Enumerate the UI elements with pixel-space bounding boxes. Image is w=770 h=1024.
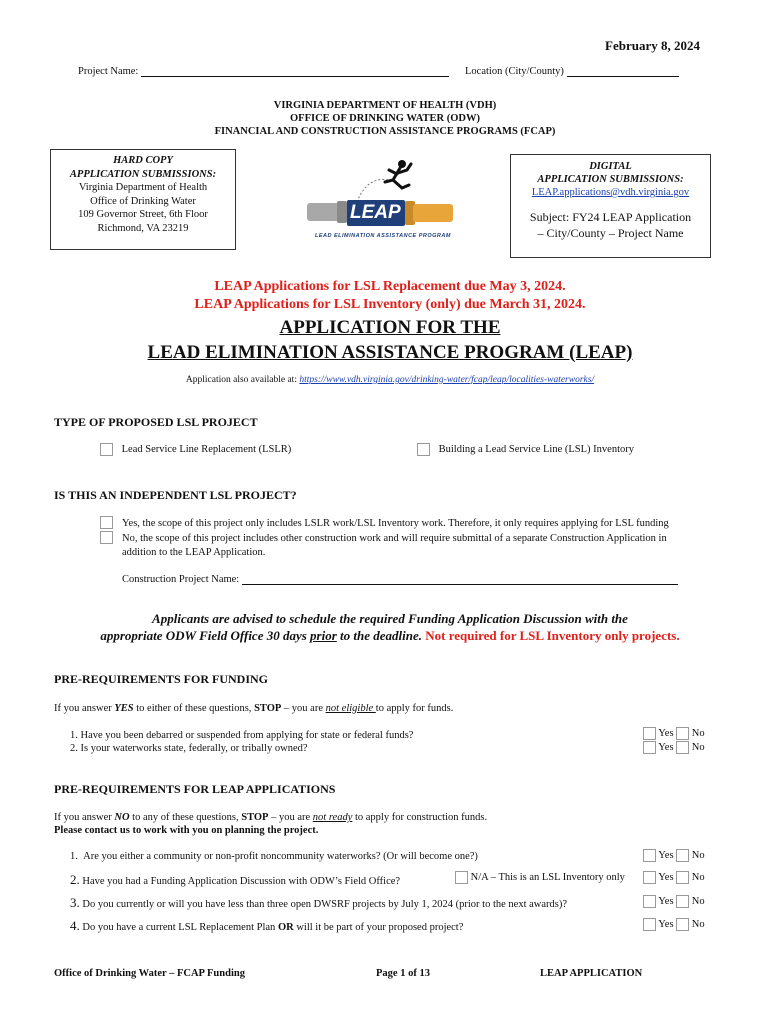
- hardcopy-subtitle: APPLICATION SUBMISSIONS:: [69, 168, 217, 180]
- leap-q4-answers: Yes No: [643, 918, 705, 931]
- leap-question-3: 3. Do you currently or will you have less than three open DWSRF projects by July 1, 2024 (prior to the next awards)?: [70, 895, 568, 910]
- independent-options: [122, 517, 722, 561]
- independent-no-label-2: addition to the LEAP Application.: [122, 547, 266, 558]
- construction-project-label: Construction Project Name:: [122, 574, 240, 585]
- hardcopy-address-3: 109 Governor Street, 6th Floor: [78, 209, 208, 220]
- funding-question-2: 2. Is your waterworks state, federally, or tribally owned?: [70, 743, 308, 754]
- leap-q2-na: N/A – This is an LSL Inventory only: [455, 871, 625, 884]
- independent-heading: IS THIS AN INDEPENDENT LSL PROJECT?: [54, 488, 297, 502]
- funding-question-1: 1. Have you been debarred or suspended from applying for state or federal funds?: [70, 730, 414, 741]
- type-option-inventory: [417, 443, 634, 456]
- leap-logo-subtitle: LEAD ELIMINATION ASSISTANCE PROGRAM: [315, 233, 451, 239]
- funding-q2-yes-checkbox[interactable]: [643, 741, 656, 754]
- independent-no-checkbox-wrap: [100, 531, 113, 544]
- leap-question-4: 4. Do you have a current LSL Replacement Plan OR will it be part of your proposed project?: [70, 918, 464, 933]
- prereq-funding-intro: If you answer YES to either of these questions, STOP – you are not eligible to apply for funds.: [54, 703, 454, 714]
- funding-q1-answers: Yes No: [643, 727, 705, 740]
- title-line-2: LEAD ELIMINATION ASSISTANCE PROGRAM (LEAP): [147, 342, 633, 363]
- leap-logo-text: LEAP: [350, 202, 401, 223]
- digital-subject-2: – City/County – Project Name: [537, 226, 684, 240]
- funding-q1-yes-checkbox[interactable]: [643, 727, 656, 740]
- hardcopy-address-1: Virginia Department of Health: [78, 182, 208, 193]
- construction-project-row: [122, 574, 678, 585]
- advice-prior: prior: [310, 628, 337, 643]
- leap-q2-answers: Yes No: [643, 871, 705, 884]
- footer-right: LEAP APPLICATION: [540, 968, 643, 979]
- availability-line: [0, 375, 770, 385]
- digital-title: DIGITAL: [589, 161, 632, 172]
- leap-q2-yes-checkbox[interactable]: [643, 871, 656, 884]
- location-label: Location (City/County): [465, 66, 564, 77]
- leap-q3-answers: Yes No: [643, 895, 705, 908]
- location-row: [465, 66, 679, 77]
- footer-page-number: Page 1 of 13: [376, 968, 430, 979]
- footer-left: Office of Drinking Water – FCAP Funding: [54, 968, 245, 979]
- digital-subtitle: APPLICATION SUBMISSIONS:: [537, 174, 684, 185]
- prereq-funding-questions: [70, 729, 413, 755]
- leap-question-2: 2. Have you had a Funding Application Discussion with ODW’s Field Office?: [70, 872, 401, 887]
- digital-subject-1: Subject: FY24 LEAP Application: [529, 210, 692, 224]
- page-title: [0, 315, 770, 365]
- type-heading: TYPE OF PROPOSED LSL PROJECT: [54, 415, 258, 429]
- funding-q2-no-checkbox[interactable]: [676, 741, 689, 754]
- inventory-checkbox[interactable]: [417, 443, 430, 456]
- independent-no-label-1: No, the scope of this project includes other construction work and will require submittal of a separate Construction Application in: [122, 532, 667, 544]
- digital-email-link[interactable]: LEAP.applications@vdh.virginia.gov: [531, 187, 690, 198]
- hardcopy-title: HARD COPY: [113, 155, 173, 166]
- hardcopy-box: [50, 149, 236, 250]
- leap-q1-yes-checkbox[interactable]: [643, 849, 656, 862]
- leap-q3-yes-checkbox[interactable]: [643, 895, 656, 908]
- type-option-lslr: [100, 443, 291, 456]
- agency-line-odw: OFFICE OF DRINKING WATER (ODW): [290, 113, 480, 124]
- advice-line-1: Applicants are advised to schedule the required Funding Application Discussion with the: [152, 611, 628, 626]
- project-name-label: Project Name:: [78, 66, 139, 77]
- digital-box: [510, 154, 711, 258]
- prereq-leap-intro: If you answer NO to any of these questions, STOP – you are not ready to apply for construction funds. Please contact us to work with you on planning the project.: [54, 812, 488, 836]
- prereq-leap-contact: Please contact us to work with you on planning the project.: [54, 825, 319, 836]
- advice-notice: [0, 610, 770, 644]
- independent-yes-checkbox[interactable]: [100, 516, 113, 529]
- leap-q4-yes-checkbox[interactable]: [643, 918, 656, 931]
- independent-yes-label: Yes, the scope of this project only includes LSLR work/LSL Inventory work. Therefore, it only requires applying for LSL funding: [122, 518, 669, 529]
- advice-inventory-note: Not required for LSL Inventory only projects.: [425, 628, 680, 643]
- funding-q1-no-checkbox[interactable]: [676, 727, 689, 740]
- lslr-label: Lead Service Line Replacement (LSLR): [121, 443, 292, 455]
- leap-question-1: 1. Are you either a community or non-profit noncommunity waterworks? (Or will become one?): [70, 851, 478, 862]
- prereq-funding-heading: PRE-REQUIREMENTS FOR FUNDING: [54, 672, 269, 686]
- construction-project-field[interactable]: [242, 574, 678, 585]
- project-name-row: [78, 66, 449, 77]
- lslr-checkbox[interactable]: [100, 443, 113, 456]
- hardcopy-address-2: Office of Drinking Water: [90, 195, 196, 207]
- agency-header: [0, 99, 770, 138]
- hardcopy-address-4: Richmond, VA 23219: [97, 222, 189, 234]
- document-date: February 8, 2024: [605, 38, 700, 53]
- funding-q2-answers: Yes No: [643, 741, 705, 754]
- availability-label: Application also available at:: [185, 375, 297, 385]
- leap-q4-no-checkbox[interactable]: [676, 918, 689, 931]
- agency-line-vdh: VIRGINIA DEPARTMENT OF HEALTH (VDH): [273, 100, 497, 111]
- availability-url-link[interactable]: https://www.vdh.virginia.gov/drinking-water/fcap/leap/localities-waterworks/: [299, 375, 595, 385]
- prereq-leap-heading: PRE-REQUIREMENTS FOR LEAP APPLICATIONS: [54, 782, 336, 796]
- project-name-field[interactable]: [141, 66, 449, 77]
- independent-yes-checkbox-wrap: [100, 516, 113, 529]
- due-date-lslr: LEAP Applications for LSL Replacement due May 3, 2024.: [214, 279, 566, 294]
- leap-q3-no-checkbox[interactable]: [676, 895, 689, 908]
- due-date-inventory: LEAP Applications for LSL Inventory (only) due March 31, 2024.: [194, 297, 586, 312]
- advice-line-2: appropriate ODW Field Office 30 days prior to the deadline. Not required for LSL Inventory only projects.: [100, 628, 680, 643]
- title-line-1: APPLICATION FOR THE: [279, 317, 501, 338]
- location-field[interactable]: [567, 66, 679, 77]
- leap-q2-na-checkbox[interactable]: [455, 871, 468, 884]
- leap-q1-no-checkbox[interactable]: [676, 849, 689, 862]
- independent-no-checkbox[interactable]: [100, 531, 113, 544]
- agency-line-fcap: FINANCIAL AND CONSTRUCTION ASSISTANCE PROGRAMS (FCAP): [214, 126, 556, 137]
- leap-q1-answers: Yes No: [643, 849, 705, 862]
- leap-logo: [305, 158, 465, 244]
- due-dates: [0, 278, 770, 314]
- leap-q2-no-checkbox[interactable]: [676, 871, 689, 884]
- inventory-label: Building a Lead Service Line (LSL) Inventory: [438, 443, 634, 455]
